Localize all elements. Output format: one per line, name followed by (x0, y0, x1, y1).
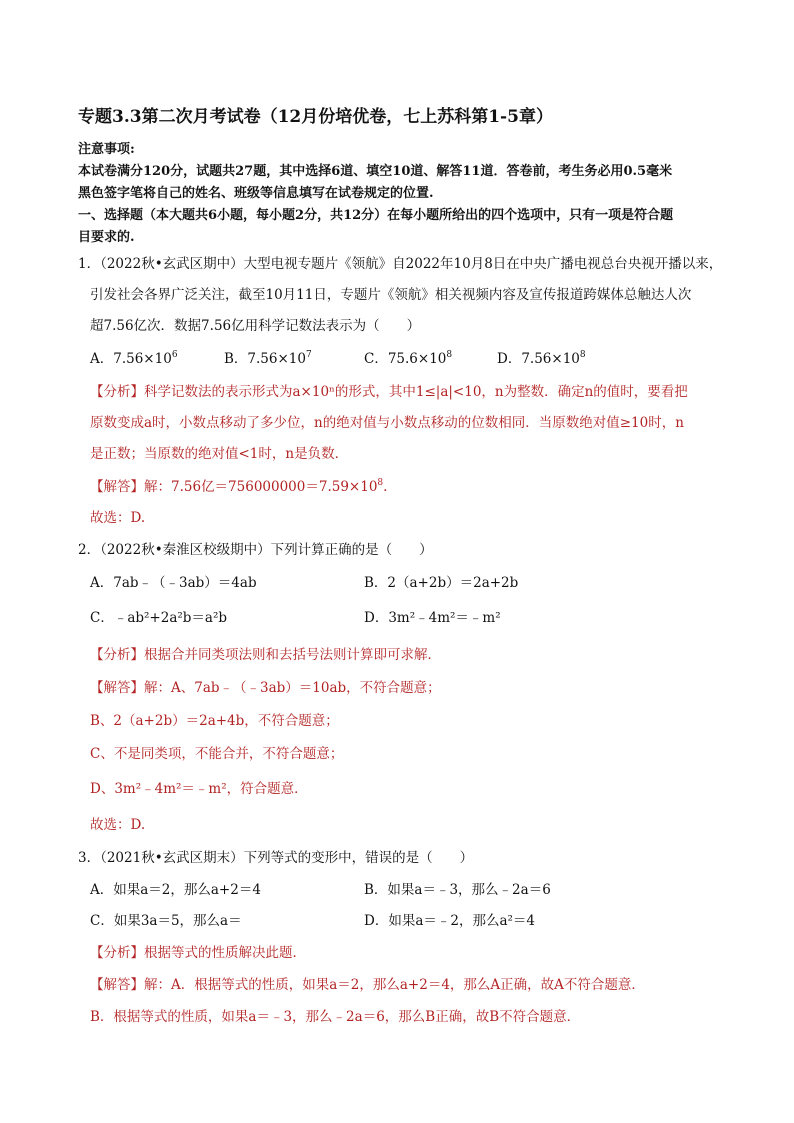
answer-tag: 【解答】 (90, 977, 144, 993)
q1-stem-3: 超7.56亿次．数据7.56亿用科学记数法表示为（ ） (90, 318, 421, 334)
answer-tag: 【解答】 (90, 479, 144, 495)
q3-answer-b: B．根据等式的性质，如果a＝﹣3，那么﹣2a＝6，那么B正确，故B不符合题意． (90, 1009, 581, 1025)
analysis-tag: 【分析】 (90, 384, 144, 400)
q1-analysis-3: 是正数；当原数的绝对值<1时，n是负数． (90, 446, 349, 462)
q2-option-b: B．2（a+2b）＝2a+2b (364, 575, 519, 591)
q1-option-d: D．$7.56\times 10^8$ (497, 350, 586, 367)
q1-answer: 【解答】解：7.56亿$=756000000=7.59\times 10^8$. (90, 478, 388, 495)
q2-conclusion: 故选：D. (90, 817, 146, 833)
q1-stem-2: 引发社会各界广泛关注，截至10月11日，专题片《领航》相关视频内容及宣传报道跨媒体总触达人次 (90, 287, 692, 303)
q2-answer-a: 【解答】解：A、7ab﹣（﹣3ab）＝10ab，不符合题意； (90, 680, 441, 696)
q3-option-b: B．如果a＝﹣3，那么﹣2a＝6 (364, 882, 551, 898)
section-heading-1: 一、选择题（本大题共6小题，每小题2分，共12分）在每小题所给出的四个选项中，只有一项是符合题 (78, 208, 674, 223)
q3-option-a: A．如果a＝2，那么a+2＝4 (90, 882, 261, 898)
q2-answer-d: D、3m²﹣4m²＝﹣m²，符合题意． (90, 781, 308, 797)
q1-analysis-1: 【分析】科学记数法的表示形式为a×10ⁿ的形式，其中1≤|a|<10，n为整数．确定n的值时，要看把 (90, 384, 688, 400)
notice-line-1: 本试卷满分120分，试题共27题，其中选择6道、填空10道、解答11道．答卷前，考生务必用0.5毫米 (78, 164, 673, 179)
notice-heading: 注意事项: (78, 142, 135, 157)
section-heading-2: 目要求的. (78, 230, 135, 245)
q2-answer-c: C、不是同类项，不能合并，不符合题意； (90, 746, 344, 762)
q2-option-d: D．3m²﹣4m²＝﹣m² (364, 610, 501, 626)
q3-option-c: C．如果3a＝5，那么a＝ (90, 913, 242, 929)
q2-analysis: 【分析】根据合并同类项法则和去括号法则计算即可求解． (90, 647, 441, 663)
q1-option-a: A．$7.56\times 10^6$ (90, 350, 178, 367)
q2-stem: 2．（2022秋•秦淮区校级期中）下列计算正确的是（ ） (78, 542, 433, 558)
q3-analysis: 【分析】根据等式的性质解决此题． (90, 945, 306, 961)
q2-answer-b: B、2（a+2b）＝2a+4b，不符合题意； (90, 713, 339, 729)
q1-option-b: B．$7.56\times 10^7$ (224, 350, 312, 367)
page-title: 专题3.3第二次月考试卷（12月份培优卷，七上苏科第1-5章） (78, 107, 553, 127)
q2-option-a: A．7ab﹣（﹣3ab）＝4ab (90, 575, 257, 591)
answer-tag: 【解答】 (90, 680, 144, 696)
q2-option-c: C．﹣ab²+2a²b＝a²b (90, 610, 228, 626)
q3-option-d: D．如果a＝﹣2，那么a²＝4 (364, 913, 536, 929)
q3-stem: 3．（2021秋•玄武区期末）下列等式的变形中，错误的是（ ） (78, 850, 474, 866)
q1-conclusion: 故选：D. (90, 510, 146, 526)
q1-analysis-2: 原数变成a时，小数点移动了多少位，n的绝对值与小数点移动的位数相同．当原数绝对值≥10时，n (90, 415, 684, 431)
q1-option-c: C．$75.6\times 10^8$ (364, 350, 453, 367)
q3-answer-a: 【解答】解：A．根据等式的性质，如果a＝2，那么a+2＝4，那么A正确，故A不符合题意． (90, 977, 645, 993)
notice-line-2: 黑色签字笔将自己的姓名、班级等信息填写在试卷规定的位置. (78, 186, 434, 201)
q1-stem-1: 1．（2022秋•玄武区期中）大型电视专题片《领航》自2022年10月8日在中央广播电视总台央视开播以来， (78, 256, 723, 272)
analysis-tag: 【分析】 (90, 945, 144, 961)
analysis-tag: 【分析】 (90, 647, 144, 663)
